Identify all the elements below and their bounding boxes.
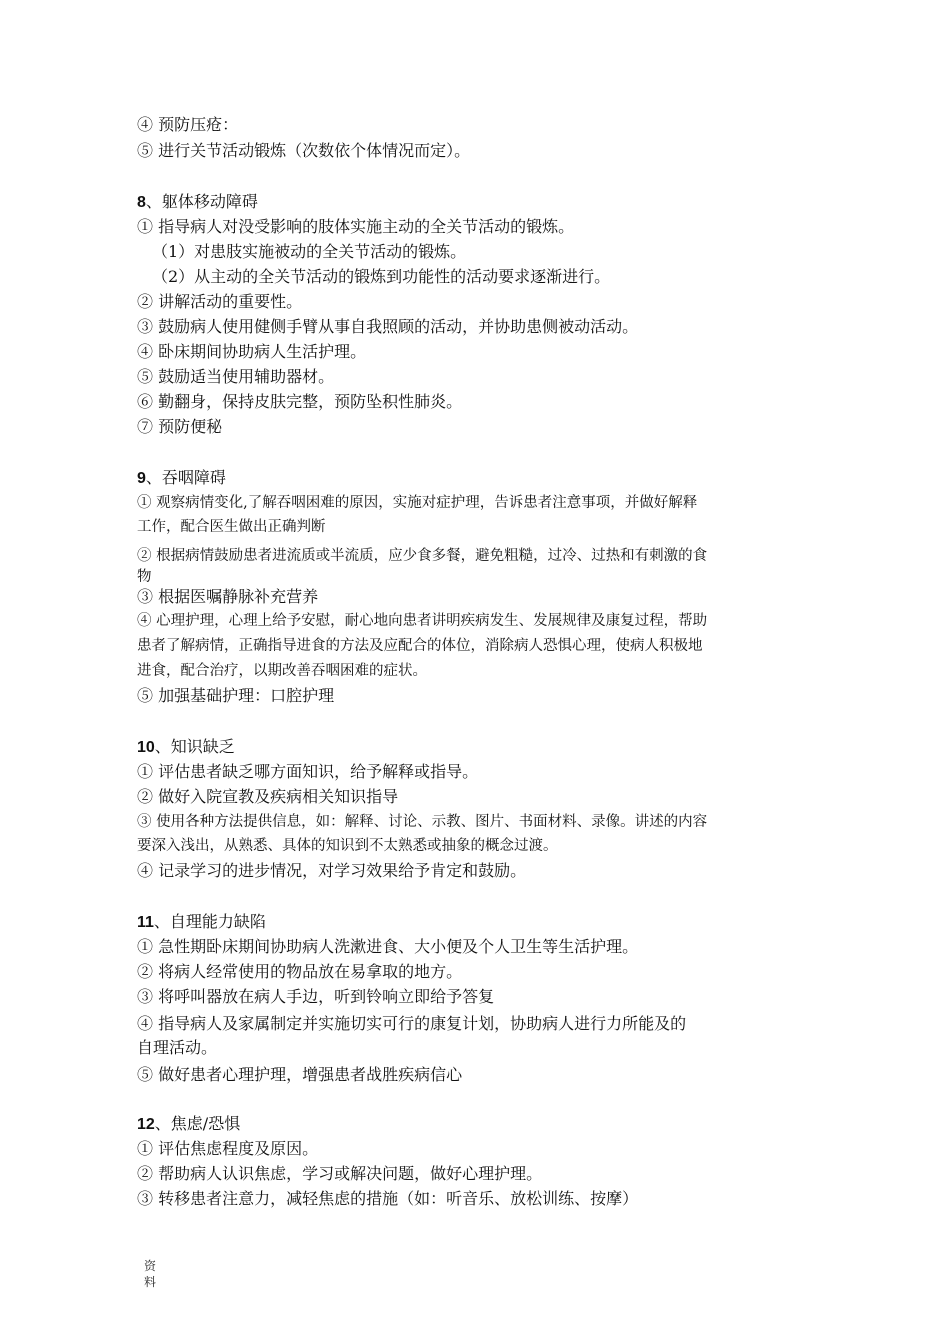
list-item: ⑤ 进行关节活动锻炼（次数依个体情况而定）。	[137, 141, 471, 160]
section-title: 、躯体移动障碍	[145, 192, 258, 211]
list-item: ④ 心理护理，心理上给予安慰，耐心地向患者讲明疾病发生、发展规律及康复过程，帮助	[137, 613, 708, 629]
list-item: 进食，配合治疗，以期改善吞咽困难的症状。	[137, 663, 427, 679]
list-item: ④ 记录学习的进步情况，对学习效果给予肯定和鼓励。	[137, 861, 527, 880]
section-number: 11	[137, 914, 154, 931]
list-item: ⑤ 加强基础护理：口腔护理	[137, 686, 335, 705]
list-item: ① 指导病人对没受影响的肢体实施主动的全关节活动的锻炼。	[137, 217, 575, 236]
list-item: ④ 卧床期间协助病人生活护理。	[137, 342, 367, 361]
list-item: ③ 转移患者注意力，减轻焦虑的措施（如：听音乐、放松训练、按摩）	[137, 1189, 639, 1208]
list-item: ② 帮助病人认识焦虑，学习或解决问题，做好心理护理。	[137, 1164, 543, 1183]
list-item: ② 根据病情鼓励患者进流质或半流质，应少食多餐，避免粗糙，过冷、过热和有刺激的食	[137, 548, 708, 564]
list-item: ③ 根据医嘱静脉补充营养	[137, 587, 319, 606]
list-item: ④ 预防压疮：	[137, 115, 239, 134]
list-item: 物	[137, 569, 152, 585]
section-heading-9	[137, 468, 226, 489]
list-item: ① 评估患者缺乏哪方面知识，给予解释或指导。	[137, 762, 479, 781]
list-item: ② 做好入院宣教及疾病相关知识指导	[137, 787, 399, 806]
section-title: 、吞咽障碍	[145, 468, 226, 487]
list-item: ⑤ 鼓励适当使用辅助器材。	[137, 367, 335, 386]
section-title: 、知识缺乏	[154, 737, 235, 756]
list-item: 患者了解病情，正确指导进食的方法及应配合的体位，消除病人恐惧心理，使病人积极地	[137, 638, 703, 654]
section-number: 9	[137, 470, 146, 487]
list-item: ⑤ 做好患者心理护理，增强患者战胜疾病信心	[137, 1065, 463, 1084]
section-title: 、焦虑/恐惧	[154, 1114, 241, 1133]
section-title: 、自理能力缺陷	[153, 912, 266, 931]
list-item: ① 急性期卧床期间协助病人洗漱进食、大小便及个人卫生等生活护理。	[137, 937, 639, 956]
list-item: 自理活动。	[137, 1038, 218, 1057]
list-item: ② 将病人经常使用的物品放在易拿取的地方。	[137, 962, 463, 981]
list-item: ④ 指导病人及家属制定并实施切实可行的康复计划，协助病人进行力所能及的	[137, 1014, 687, 1033]
section-heading-10	[137, 737, 235, 758]
list-item: ③ 使用各种方法提供信息，如：解释、讨论、示教、图片、书面材料、录像。讲述的内容	[137, 814, 708, 830]
list-item: ⑦ 预防便秘	[137, 417, 223, 436]
list-item: ③ 鼓励病人使用健侧手臂从事自我照顾的活动，并协助患侧被动活动。	[137, 317, 639, 336]
list-item: ② 讲解活动的重要性。	[137, 292, 303, 311]
section-number: 12	[137, 1116, 155, 1133]
list-item: 工作，配合医生做出正确判断	[137, 519, 326, 535]
section-heading-8	[137, 192, 258, 213]
list-item: ⑥ 勤翻身，保持皮肤完整，预防坠积性肺炎。	[137, 392, 463, 411]
list-item: （2）从主动的全关节活动的锻炼到功能性的活动要求逐渐进行。	[152, 267, 611, 286]
section-number: 8	[137, 194, 146, 211]
page-footer: 资料	[144, 1259, 157, 1289]
section-heading-11	[137, 912, 266, 933]
list-item: ③ 将呼叫器放在病人手边，听到铃响立即给予答复	[137, 987, 495, 1006]
list-item: ① 观察病情变化,了解吞咽困难的原因，实施对症护理，告诉患者注意事项，并做好解释	[137, 495, 698, 511]
list-item: ① 评估焦虑程度及原因。	[137, 1139, 319, 1158]
list-item: （1）对患肢实施被动的全关节活动的锻炼。	[152, 242, 467, 261]
section-number: 10	[137, 739, 155, 756]
list-item: 要深入浅出，从熟悉、具体的知识到不太熟悉或抽象的概念过渡。	[137, 838, 558, 854]
section-heading-12	[137, 1114, 240, 1135]
